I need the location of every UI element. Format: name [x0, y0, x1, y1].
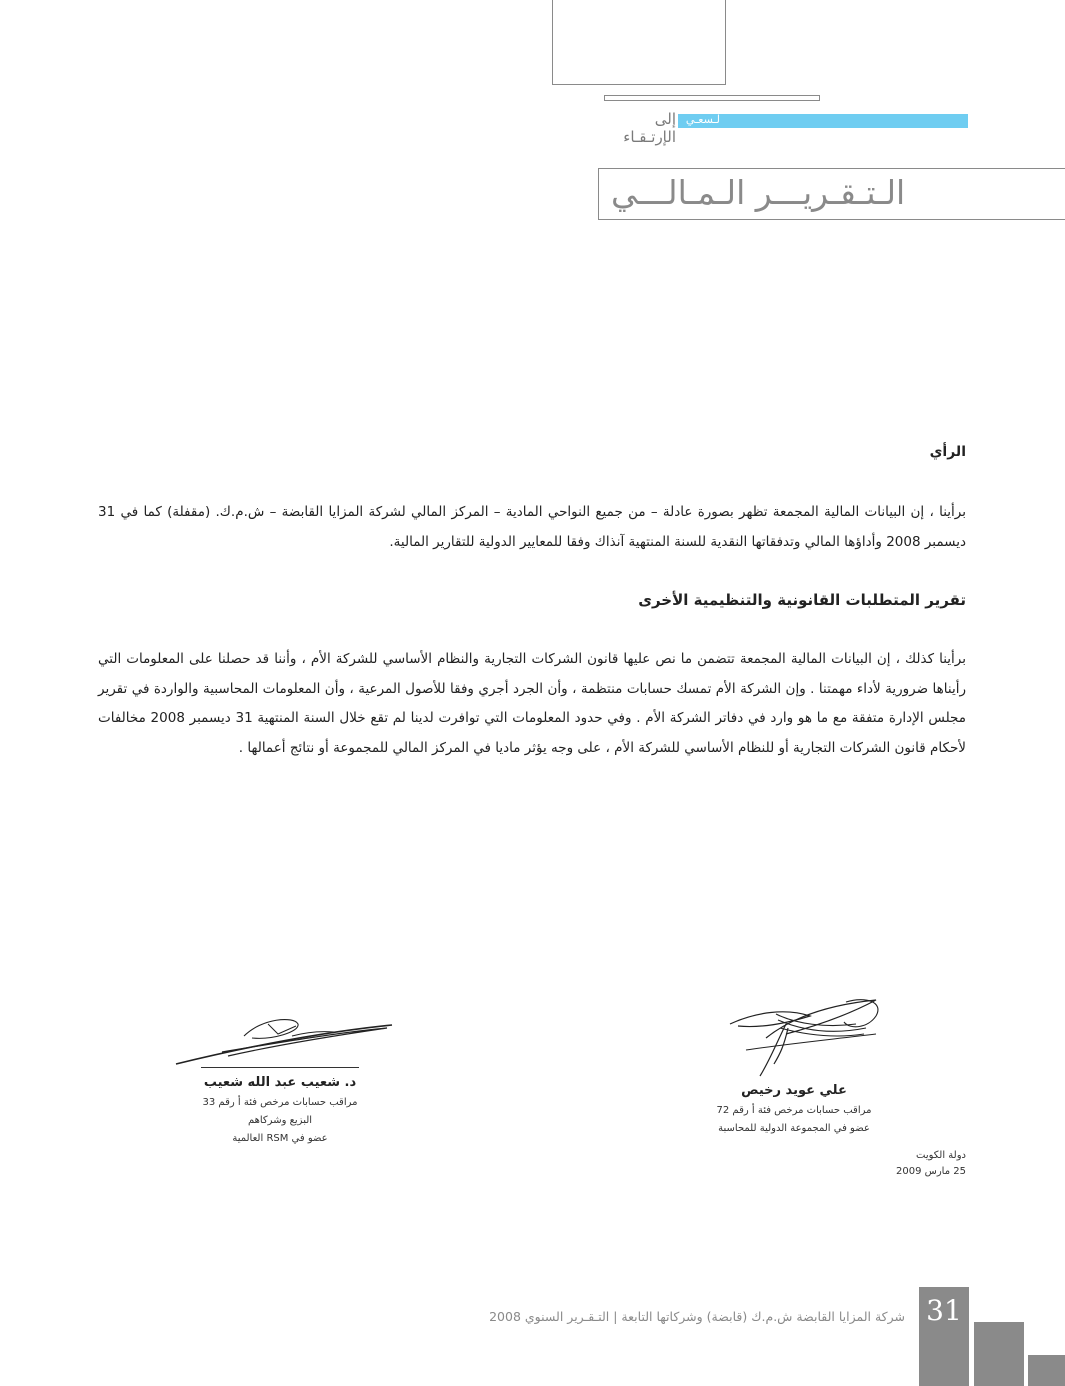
- legal-paragraph: برأينا كذلك ، إن البيانات المالية المجمعة تتضمن ما نص عليها قانون الشركات التجارية والنظام الأساسي للشركة الأم ، وأننا قد حصلنا على المعلومات التي رأيناها ضرورية لأداء مهمتنا . وإن الشركة الأم تمسك حسابات منتظمة ، وأن الجرد أجري وفقا للأصول المرعية ، وأن المعلومات المحاسبية والواردة في تقرير مجلس الإدارة متفقة مع ما هو وارد في دفاتر الشركة الأم . وفي حدود المعلومات التي توافرت لدينا لم تقع خلال السنة المنتهية 31 ديسمبر 2008 مخالفات لأحكام قانون الشركات التجارية أو للنظام الأساسي للشركة الأم ، على وجه يؤثر ماديا في المركز المالي للمجموعة أو نتائج أعمالها .: [98, 651, 966, 756]
- tagline: [604, 110, 968, 146]
- footer-decor-block: [1028, 1355, 1065, 1386]
- page-number: 31: [919, 1287, 969, 1335]
- signatory-membership-right: عضو في المجموعة الدولية للمحاسبة: [718, 1123, 870, 1134]
- footer-decor-block: [919, 1335, 969, 1386]
- opinion-paragraph: برأينا ، إن البيانات المالية المجمعة تظهر بصورة عادلة – من جميع النواحي المادية – المركز المالي لشركة المزايا القابضة – ش.م.ك. (مقفلة) كما في 31 ديسمبر 2008 وأداؤها المالي وتدفقاتها النقدية للسنة المنتهية آنذاك وفقا للمعايير الدولية للتقارير المالية.: [98, 504, 966, 550]
- signatory-name-left: د. شعيب عبد الله شعيب: [203, 1075, 357, 1090]
- place: دولة الكويت: [916, 1150, 966, 1161]
- footer-decor-block: [974, 1322, 1024, 1386]
- signature-block-left: [180, 1075, 380, 1148]
- page-title-box: [598, 168, 1065, 220]
- tagline-gray-text: إلى الإرتـقـاء: [623, 110, 676, 146]
- signatory-name-right: علي عويد رخيص: [741, 1083, 847, 1098]
- tagline-blue-text: لـسعـي: [685, 113, 720, 126]
- page-title: الـتـقـريـــر الـمـالـــي: [611, 173, 906, 212]
- signatory-firm-left: البزيع وشركاهم: [247, 1115, 313, 1126]
- decorative-top-bar: [604, 95, 820, 101]
- place-date: [896, 1148, 966, 1180]
- signatory-membership-left: عضو في RSM العالمية: [232, 1133, 328, 1144]
- date: 25 مارس 2009: [896, 1166, 966, 1177]
- signatory-license-right: مراقب حسابات مرخص فئة أ رقم 72: [716, 1105, 872, 1116]
- footer-text: شركة المزايا القابضة ش.م.ك (قابضة) وشركاتها التابعة | التـقـرير السنوي 2008: [489, 1309, 905, 1324]
- signature-right: [726, 994, 886, 1080]
- signatory-license-left: مراقب حسابات مرخص فئة أ رقم 33: [202, 1097, 358, 1108]
- opinion-heading: الرأي: [929, 444, 966, 460]
- decorative-top-box: [552, 0, 726, 85]
- signature-block-right: [694, 1083, 894, 1138]
- tagline-blue-band: [678, 114, 968, 128]
- signature-line-left: [201, 1067, 359, 1068]
- legal-heading: تقرير المتطلبات القانونية والتنظيمية الأخرى: [638, 591, 966, 609]
- signature-left: [172, 1012, 396, 1068]
